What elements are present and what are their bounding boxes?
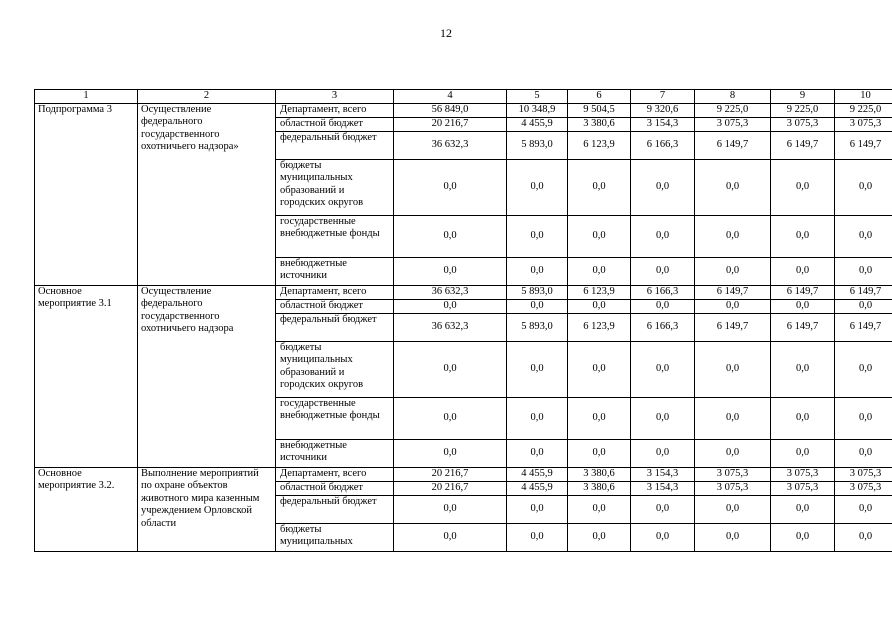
value-cell: 0,0 xyxy=(835,159,892,215)
value-cell: 0,0 xyxy=(507,439,568,467)
column-number: 2 xyxy=(138,90,276,104)
value-cell: 0,0 xyxy=(507,257,568,285)
value-cell: 9 225,0 xyxy=(695,103,771,117)
value-cell: 3 075,3 xyxy=(695,467,771,481)
funding-source-cell: государственные внебюджетные фонды xyxy=(276,397,394,439)
value-cell: 0,0 xyxy=(695,397,771,439)
value-cell: 3 154,3 xyxy=(631,481,695,495)
column-number: 10 xyxy=(835,90,892,104)
value-cell: 6 123,9 xyxy=(568,131,631,159)
value-cell: 3 154,3 xyxy=(631,117,695,131)
value-cell: 0,0 xyxy=(835,495,892,523)
value-cell: 0,0 xyxy=(835,341,892,397)
value-cell: 3 380,6 xyxy=(568,467,631,481)
value-cell: 0,0 xyxy=(695,495,771,523)
value-cell: 9 225,0 xyxy=(771,103,835,117)
value-cell: 20 216,7 xyxy=(394,481,507,495)
value-cell: 20 216,7 xyxy=(394,467,507,481)
funding-source-cell: государственные внебюджетные фонды xyxy=(276,215,394,257)
value-cell: 36 632,3 xyxy=(394,313,507,341)
value-cell: 0,0 xyxy=(771,299,835,313)
funding-source-cell: бюджеты муниципальных образований и городских округов xyxy=(276,159,394,215)
budget-table xyxy=(34,89,892,552)
funding-source-cell: федеральный бюджет xyxy=(276,495,394,523)
program-name-cell: Осуществление федерального государственного охотничьего надзора» xyxy=(138,103,276,285)
table-row xyxy=(35,467,892,481)
value-cell: 9 225,0 xyxy=(835,103,892,117)
value-cell: 0,0 xyxy=(695,439,771,467)
value-cell: 0,0 xyxy=(835,299,892,313)
value-cell: 0,0 xyxy=(507,523,568,551)
value-cell: 9 504,5 xyxy=(568,103,631,117)
program-name-cell: Выполнение мероприятий по охране объектов животного мира казенным учреждением Орловской области xyxy=(138,467,276,551)
value-cell: 6 149,7 xyxy=(695,285,771,299)
value-cell: 4 455,9 xyxy=(507,481,568,495)
value-cell: 4 455,9 xyxy=(507,117,568,131)
page-number: 12 xyxy=(440,26,452,40)
value-cell: 0,0 xyxy=(771,215,835,257)
funding-source-cell: бюджеты муниципальных xyxy=(276,523,394,551)
funding-source-cell: бюджеты муниципальных образований и городских округов xyxy=(276,341,394,397)
value-cell: 3 075,3 xyxy=(771,481,835,495)
value-cell: 56 849,0 xyxy=(394,103,507,117)
value-cell: 0,0 xyxy=(394,215,507,257)
value-cell: 0,0 xyxy=(631,397,695,439)
value-cell: 3 075,3 xyxy=(835,117,892,131)
value-cell: 6 149,7 xyxy=(835,285,892,299)
value-cell: 5 893,0 xyxy=(507,285,568,299)
value-cell: 0,0 xyxy=(631,439,695,467)
funding-source-cell: федеральный бюджет xyxy=(276,131,394,159)
value-cell: 0,0 xyxy=(771,341,835,397)
value-cell: 0,0 xyxy=(631,159,695,215)
value-cell: 9 320,6 xyxy=(631,103,695,117)
value-cell: 6 149,7 xyxy=(695,131,771,159)
value-cell: 3 075,3 xyxy=(771,117,835,131)
value-cell: 0,0 xyxy=(835,397,892,439)
column-number-row xyxy=(35,90,892,104)
column-number: 4 xyxy=(394,90,507,104)
value-cell: 0,0 xyxy=(507,299,568,313)
value-cell: 0,0 xyxy=(568,495,631,523)
value-cell: 6 149,7 xyxy=(771,131,835,159)
value-cell: 0,0 xyxy=(394,397,507,439)
value-cell: 3 380,6 xyxy=(568,117,631,131)
funding-source-cell: областной бюджет xyxy=(276,117,394,131)
value-cell: 0,0 xyxy=(835,215,892,257)
value-cell: 6 149,7 xyxy=(695,313,771,341)
table-row xyxy=(35,285,892,299)
value-cell: 0,0 xyxy=(394,439,507,467)
value-cell: 0,0 xyxy=(568,523,631,551)
value-cell: 0,0 xyxy=(695,341,771,397)
column-number: 9 xyxy=(771,90,835,104)
value-cell: 0,0 xyxy=(394,341,507,397)
funding-source-cell: областной бюджет xyxy=(276,299,394,313)
value-cell: 3 075,3 xyxy=(771,467,835,481)
value-cell: 36 632,3 xyxy=(394,131,507,159)
value-cell: 0,0 xyxy=(507,341,568,397)
funding-source-cell: внебюджетные источники xyxy=(276,439,394,467)
program-name-cell: Осуществление федерального государственного охотничьего надзора xyxy=(138,285,276,467)
column-number: 6 xyxy=(568,90,631,104)
value-cell: 0,0 xyxy=(771,523,835,551)
value-cell: 6 123,9 xyxy=(568,285,631,299)
value-cell: 3 075,3 xyxy=(695,117,771,131)
value-cell: 0,0 xyxy=(631,299,695,313)
funding-source-cell: федеральный бюджет xyxy=(276,313,394,341)
value-cell: 3 075,3 xyxy=(835,467,892,481)
value-cell: 6 123,9 xyxy=(568,313,631,341)
value-cell: 0,0 xyxy=(835,257,892,285)
value-cell: 6 149,7 xyxy=(835,313,892,341)
value-cell: 0,0 xyxy=(631,257,695,285)
value-cell: 3 075,3 xyxy=(835,481,892,495)
program-cell: Основное мероприятие 3.2. xyxy=(35,467,138,551)
value-cell: 0,0 xyxy=(568,215,631,257)
value-cell: 3 380,6 xyxy=(568,481,631,495)
funding-source-cell: Департамент, всего xyxy=(276,467,394,481)
value-cell: 0,0 xyxy=(631,523,695,551)
funding-source-cell: Департамент, всего xyxy=(276,285,394,299)
value-cell: 0,0 xyxy=(394,257,507,285)
value-cell: 0,0 xyxy=(507,159,568,215)
value-cell: 20 216,7 xyxy=(394,117,507,131)
value-cell: 0,0 xyxy=(568,257,631,285)
value-cell: 0,0 xyxy=(695,257,771,285)
program-cell: Подпрограмма 3 xyxy=(35,103,138,285)
funding-source-cell: Департамент, всего xyxy=(276,103,394,117)
value-cell: 6 166,3 xyxy=(631,285,695,299)
value-cell: 6 149,7 xyxy=(835,131,892,159)
value-cell: 0,0 xyxy=(568,439,631,467)
value-cell: 0,0 xyxy=(695,215,771,257)
column-number: 3 xyxy=(276,90,394,104)
value-cell: 0,0 xyxy=(631,341,695,397)
value-cell: 0,0 xyxy=(507,215,568,257)
value-cell: 0,0 xyxy=(695,523,771,551)
value-cell: 36 632,3 xyxy=(394,285,507,299)
value-cell: 3 154,3 xyxy=(631,467,695,481)
value-cell: 0,0 xyxy=(507,397,568,439)
value-cell: 6 149,7 xyxy=(771,313,835,341)
funding-source-cell: внебюджетные источники xyxy=(276,257,394,285)
value-cell: 5 893,0 xyxy=(507,131,568,159)
program-cell: Основное мероприятие 3.1 xyxy=(35,285,138,467)
value-cell: 6 149,7 xyxy=(771,285,835,299)
value-cell: 0,0 xyxy=(568,299,631,313)
value-cell: 0,0 xyxy=(835,439,892,467)
value-cell: 10 348,9 xyxy=(507,103,568,117)
value-cell: 0,0 xyxy=(394,299,507,313)
value-cell: 0,0 xyxy=(568,341,631,397)
column-number: 7 xyxy=(631,90,695,104)
value-cell: 0,0 xyxy=(568,159,631,215)
column-number: 1 xyxy=(35,90,138,104)
column-number: 5 xyxy=(507,90,568,104)
value-cell: 0,0 xyxy=(631,215,695,257)
table-row xyxy=(35,103,892,117)
value-cell: 6 166,3 xyxy=(631,313,695,341)
value-cell: 6 166,3 xyxy=(631,131,695,159)
value-cell: 4 455,9 xyxy=(507,467,568,481)
value-cell: 0,0 xyxy=(695,159,771,215)
value-cell: 0,0 xyxy=(771,159,835,215)
value-cell: 0,0 xyxy=(394,159,507,215)
value-cell: 0,0 xyxy=(631,495,695,523)
value-cell: 0,0 xyxy=(771,257,835,285)
value-cell: 0,0 xyxy=(771,397,835,439)
value-cell: 0,0 xyxy=(771,495,835,523)
column-number: 8 xyxy=(695,90,771,104)
value-cell: 0,0 xyxy=(771,439,835,467)
value-cell: 0,0 xyxy=(568,397,631,439)
value-cell: 0,0 xyxy=(835,523,892,551)
value-cell: 3 075,3 xyxy=(695,481,771,495)
value-cell: 0,0 xyxy=(695,299,771,313)
value-cell: 5 893,0 xyxy=(507,313,568,341)
value-cell: 0,0 xyxy=(507,495,568,523)
value-cell: 0,0 xyxy=(394,523,507,551)
funding-source-cell: областной бюджет xyxy=(276,481,394,495)
value-cell: 0,0 xyxy=(394,495,507,523)
